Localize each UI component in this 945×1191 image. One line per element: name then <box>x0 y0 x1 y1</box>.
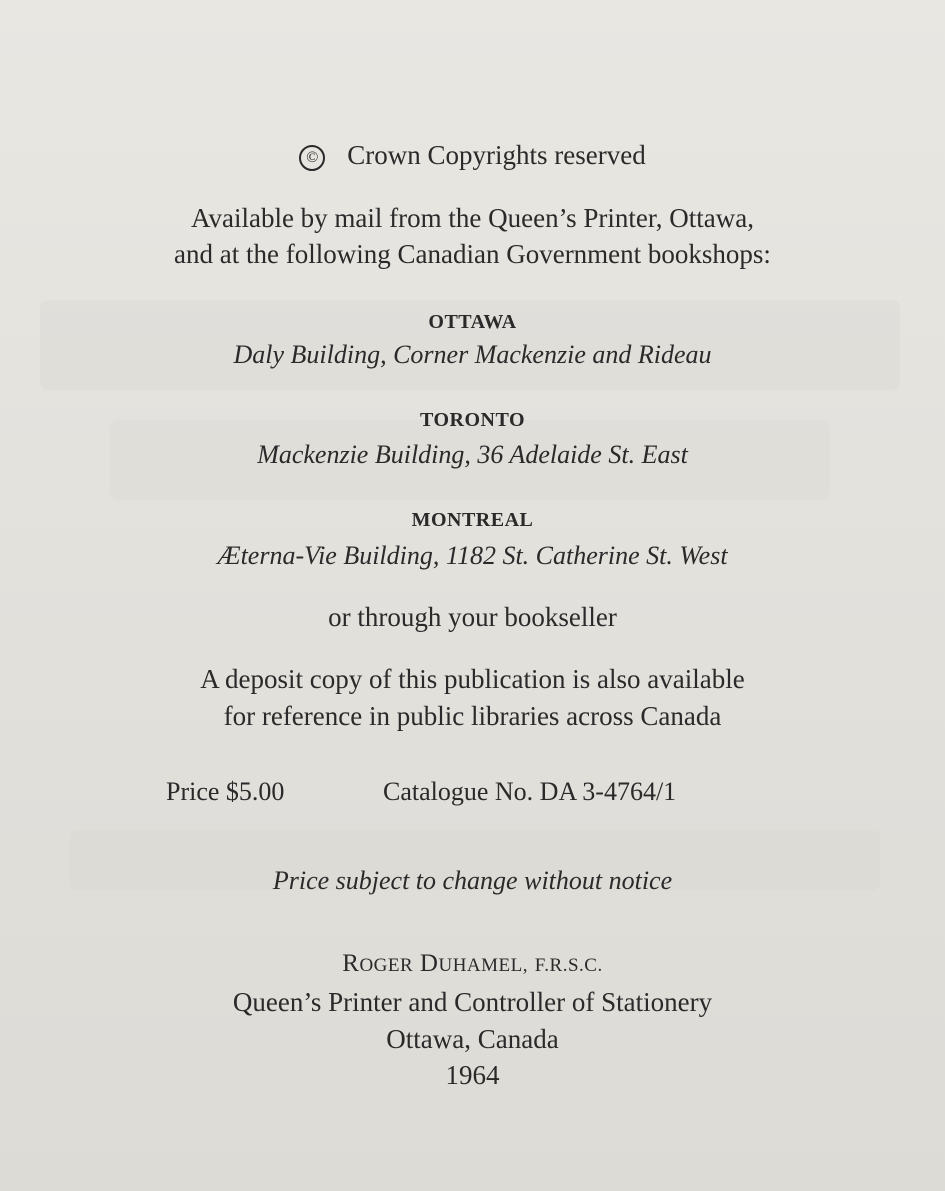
deposit-line-2: for reference in public libraries across Canada <box>223 701 722 731</box>
price-catalogue-row <box>0 777 945 817</box>
availability-line-1: Available by mail from the Queen’s Printer, Ottawa, <box>190 203 754 233</box>
printer-first-initial: R <box>342 950 360 977</box>
printer-first-rest: OGER <box>359 955 414 976</box>
bookshop-address-ottawa: Daly Building, Corner Mackenzie and Rideau <box>233 340 712 369</box>
bookshop-city-toronto: TORONTO <box>419 409 525 431</box>
price-note: Price subject to change without notice <box>272 866 673 895</box>
printer-place: Ottawa, Canada <box>386 1024 559 1054</box>
copyright-icon: © <box>299 145 325 171</box>
printer-last-initial: D <box>419 950 439 977</box>
printer-name <box>0 950 945 978</box>
printer-last-rest: UHAMEL, <box>438 955 529 976</box>
bookseller-line: or through your bookseller <box>328 602 617 632</box>
deposit-line-1: A deposit copy of this publication is also available <box>200 664 745 694</box>
printer-honours: F.R.S.C. <box>534 955 603 976</box>
bookshop-city-montreal: MONTREAL <box>411 509 534 531</box>
price-text: Price $5.00 <box>166 777 285 806</box>
availability-line-2: and at the following Canadian Government bookshops: <box>174 239 771 269</box>
bookshop-city-ottawa: OTTAWA <box>428 311 517 333</box>
publication-year: 1964 <box>445 1060 500 1090</box>
catalogue-number: Catalogue No. DA 3-4764/1 <box>383 777 677 806</box>
copyright-line <box>0 140 945 171</box>
printer-title: Queen’s Printer and Controller of Stationery <box>232 987 713 1017</box>
copyright-text: Crown Copyrights reserved <box>347 140 646 170</box>
bookshop-address-montreal: Æterna-Vie Building, 1182 St. Catherine St. West <box>217 541 728 570</box>
bookshop-address-toronto: Mackenzie Building, 36 Adelaide St. East <box>257 440 688 469</box>
